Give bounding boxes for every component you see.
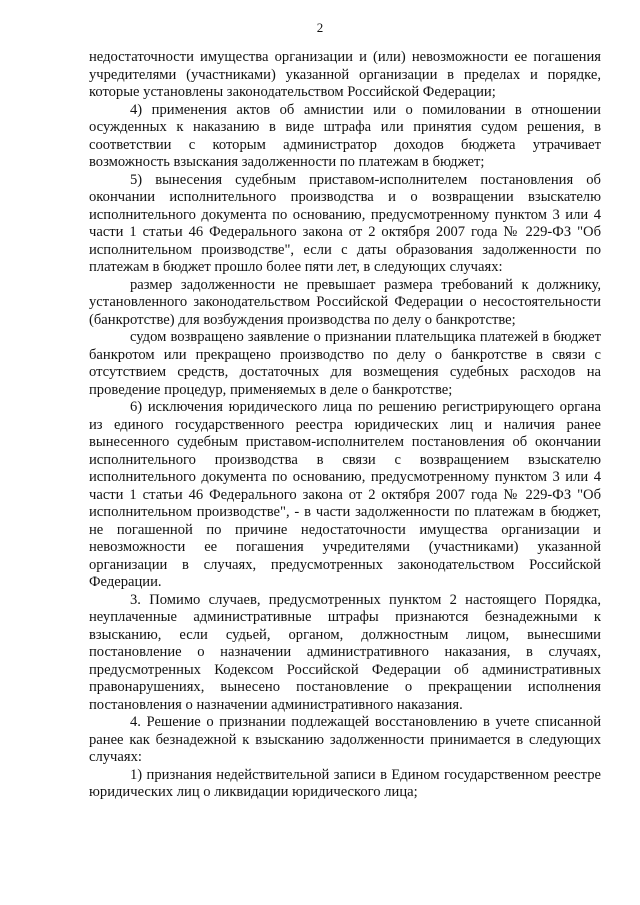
paragraph-case-debt-size: размер задолженности не превышает размера требований к должнику, установленного законодательством Российской Федерации о несостоятельности (банкротстве) для возбуждения производства по делу о банкротстве;	[89, 276, 601, 328]
paragraph-section-3: 3. Помимо случаев, предусмотренных пунктом 2 настоящего Порядка, неуплаченные административные штрафы признаются безнадежными к взысканию, если судьей, органом, должностным лицом, вынесшими постановление о назначении административного наказания, в случаях, предусмотренных Кодексом Российской Федерации об административных правонарушениях, вынесено постановление о прекращении исполнения постановления о назначении административного наказания.	[89, 591, 601, 713]
document-body	[89, 49, 601, 802]
paragraph-section-4: 4. Решение о признании подлежащей восстановлению в учете списанной ранее как безнадежной к взысканию задолженности принимается в следующих случаях:	[89, 714, 601, 765]
paragraph-item-4: 4) применения актов об амнистии или о помиловании в отношении осужденных к наказанию в виде штрафа или принятия судом решения, в соответствии с которым администратор доходов бюджета утрачивает возможность взыскания задолженности по платежам в бюджет;	[89, 101, 601, 170]
page-number: 2	[316, 20, 324, 35]
paragraph-case-court-returned: судом возвращено заявление о признании плательщика платежей в бюджет банкротом или прекращено производство по делу о банкротстве в связи с отсутствием средств, достаточных для возмещения судебных расходов на проведение процедур, применяемых в деле о банкротстве;	[89, 329, 601, 398]
paragraph-section-4-item-1: 1) признания недействительной записи в Едином государственном реестре юридических лиц о ликвидации юридического лица;	[89, 766, 601, 800]
paragraph-item-6: 6) исключения юридического лица по решению регистрирующего органа из единого государственного реестра юридических лиц и наличия ранее вынесенного судебным приставом-исполнителем постановления об окончании исполнительного производства в связи с возвращением взыскателю исполнительного документа по основанию, предусмотренному пунктом 3 или 4 части 1 статьи 46 Федерального закона от 2 октября 2007 года № 229-ФЗ "Об исполнительном производстве", - в части задолженности по платежам в бюджет, не погашенной по причине недостаточности имущества организации и невозможности ее погашения учредителями (участниками) указанной организации в случаях, предусмотренных законодательством Российской Федерации.	[89, 399, 601, 590]
paragraph-item-5: 5) вынесения судебным приставом-исполнителем постановления об окончании исполнительного производства и о возвращении взыскателю исполнительного документа по основанию, предусмотренному пунктом 3 или 4 части 1 статьи 46 Федерального закона от 2 октября 2007 года № 229-ФЗ "Об исполнительном производстве", если с даты образования задолженности по платежам в бюджет прошло более пяти лет, в следующих случаях:	[89, 171, 601, 275]
paragraph-continuation: недостаточности имущества организации и (или) невозможности ее погашения учредителями (участниками) указанной организации в пределах и порядке, которые установлены законодательством Российской Федерации;	[89, 49, 601, 100]
